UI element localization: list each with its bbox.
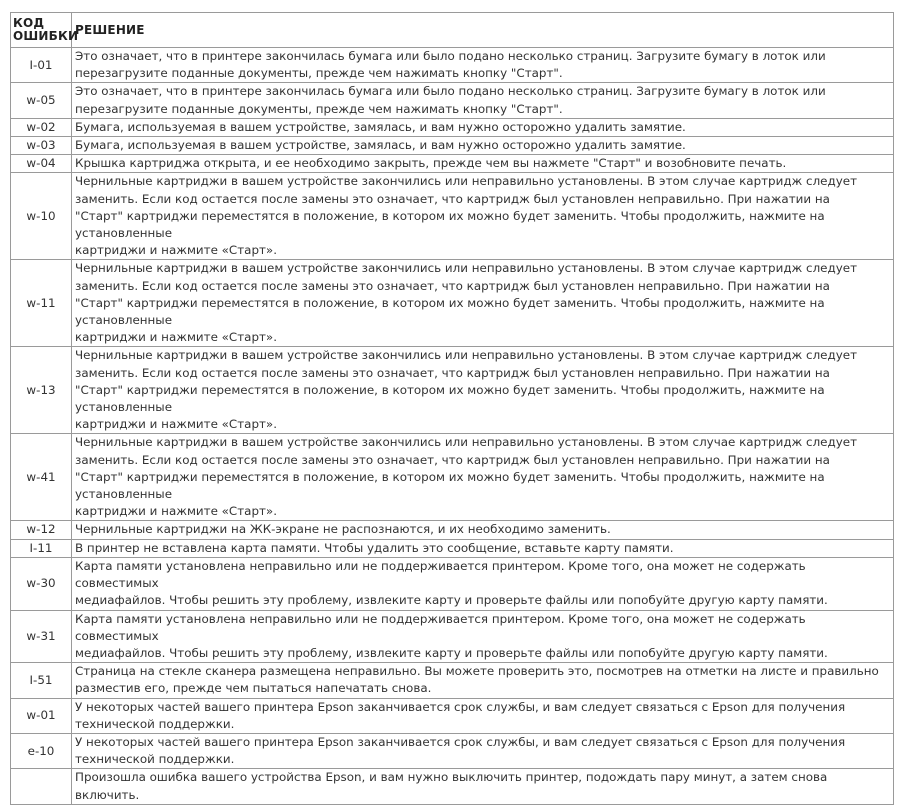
solution-cell: В принтер не вставлена карта памяти. Чтобы удалить это сообщение, вставьте карту памяти. <box>72 539 894 557</box>
table-row <box>11 260 894 347</box>
table-row <box>11 733 894 768</box>
table-row <box>11 173 894 260</box>
error-code-cell: w-02 <box>11 118 72 136</box>
table-row <box>11 610 894 663</box>
error-code-cell: w-13 <box>11 347 72 434</box>
solution-cell: Чернильные картриджи в вашем устройстве закончились или неправильно установлены. В этом случае картридж следует заменить. Если код остается после замены это означает, что картридж был установлен неправильно. При нажатии на "Старт" картриджи переместятся в положение, в котором их можно будет заменить. Чтобы продолжить, нажмите на установленные картриджи и нажмите «Старт». <box>72 434 894 521</box>
table-row <box>11 118 894 136</box>
error-code-cell: w-04 <box>11 155 72 173</box>
error-code-cell: I-51 <box>11 663 72 698</box>
error-code-cell: w-10 <box>11 173 72 260</box>
solution-cell: Карта памяти установлена неправильно или не поддерживается принтером. Кроме того, она может не содержать совместимых медиафайлов. Чтобы решить эту проблему, извлеките карту и проверьте файлы или попобуйте другую карту памяти. <box>72 557 894 610</box>
solution-cell: Чернильные картриджи на ЖК-экране не распознаются, и их необходимо заменить. <box>72 521 894 539</box>
table-row <box>11 769 894 804</box>
error-code-cell: w-12 <box>11 521 72 539</box>
solution-cell: Чернильные картриджи в вашем устройстве закончились или неправильно установлены. В этом случае картридж следует заменить. Если код остается после замены это означает, что картридж был установлен неправильно. При нажатии на "Старт" картриджи переместятся в положение, в котором их можно будет заменить. Чтобы продолжить, нажмите на установленные картриджи и нажмите «Старт». <box>72 347 894 434</box>
solution-cell: У некоторых частей вашего принтера Epson заканчивается срок службы, и вам следует связаться с Epson для получения технической поддержки. <box>72 733 894 768</box>
error-code-cell: w-30 <box>11 557 72 610</box>
error-code-cell: w-01 <box>11 698 72 733</box>
error-code-cell: I-11 <box>11 539 72 557</box>
table-header-row <box>11 13 894 48</box>
solution-cell: Это означает, что в принтере закончилась бумага или было подано несколько страниц. Загрузите бумагу в лоток или перезагрузите поданные документы, прежде чем нажимать кнопку "Старт". <box>72 48 894 83</box>
table-row <box>11 347 894 434</box>
table-row <box>11 539 894 557</box>
error-code-cell: w-11 <box>11 260 72 347</box>
solution-cell: Крышка картриджа открыта, и ее необходимо закрыть, прежде чем вы нажмете "Старт" и возобновите печать. <box>72 155 894 173</box>
table-row <box>11 663 894 698</box>
error-code-cell: I-01 <box>11 48 72 83</box>
solution-cell: Произошла ошибка вашего устройства Epson, и вам нужно выключить принтер, подождать пару минут, а затем снова включить. <box>72 769 894 804</box>
table-row <box>11 83 894 118</box>
solution-cell: Чернильные картриджи в вашем устройстве закончились или неправильно установлены. В этом случае картридж следует заменить. Если код остается после замены это означает, что картридж был установлен неправильно. При нажатии на "Старт" картриджи переместятся в положение, в котором их можно будет заменить. Чтобы продолжить, нажмите на установленные картриджи и нажмите «Старт». <box>72 260 894 347</box>
table-row <box>11 48 894 83</box>
table-row <box>11 434 894 521</box>
table-row <box>11 557 894 610</box>
header-solution: РЕШЕНИЕ <box>72 13 894 48</box>
table-row <box>11 698 894 733</box>
table-row <box>11 155 894 173</box>
solution-cell: Бумага, используемая в вашем устройстве, замялась, и вам нужно осторожно удалить замятие. <box>72 118 894 136</box>
solution-cell: У некоторых частей вашего принтера Epson заканчивается срок службы, и вам следует связаться с Epson для получения технической поддержки. <box>72 698 894 733</box>
error-codes-table <box>10 12 894 805</box>
solution-cell: Это означает, что в принтере закончилась бумага или было подано несколько страниц. Загрузите бумагу в лоток или перезагрузите поданные документы, прежде чем нажимать кнопку "Старт". <box>72 83 894 118</box>
solution-cell: Страница на стекле сканера размещена неправильно. Вы можете проверить это, посмотрев на отметки на листе и правильно разместив его, прежде чем пытаться напечатать снова. <box>72 663 894 698</box>
solution-cell: Чернильные картриджи в вашем устройстве закончились или неправильно установлены. В этом случае картридж следует заменить. Если код остается после замены это означает, что картридж был установлен неправильно. При нажатии на "Старт" картриджи переместятся в положение, в котором их можно будет заменить. Чтобы продолжить, нажмите на установленные картриджи и нажмите «Старт». <box>72 173 894 260</box>
solution-cell: Бумага, используемая в вашем устройстве, замялась, и вам нужно осторожно удалить замятие. <box>72 137 894 155</box>
error-code-cell: w-03 <box>11 137 72 155</box>
error-code-cell: w-31 <box>11 610 72 663</box>
header-code: КОД ОШИБКИ <box>11 13 72 48</box>
error-code-cell: w-05 <box>11 83 72 118</box>
table-body <box>11 48 894 805</box>
table-row <box>11 137 894 155</box>
error-code-cell: e-10 <box>11 733 72 768</box>
solution-cell: Карта памяти установлена неправильно или не поддерживается принтером. Кроме того, она может не содержать совместимых медиафайлов. Чтобы решить эту проблему, извлеките карту и проверьте файлы или попобуйте другую карту памяти. <box>72 610 894 663</box>
error-code-cell <box>11 769 72 804</box>
table-row <box>11 521 894 539</box>
error-code-cell: w-41 <box>11 434 72 521</box>
